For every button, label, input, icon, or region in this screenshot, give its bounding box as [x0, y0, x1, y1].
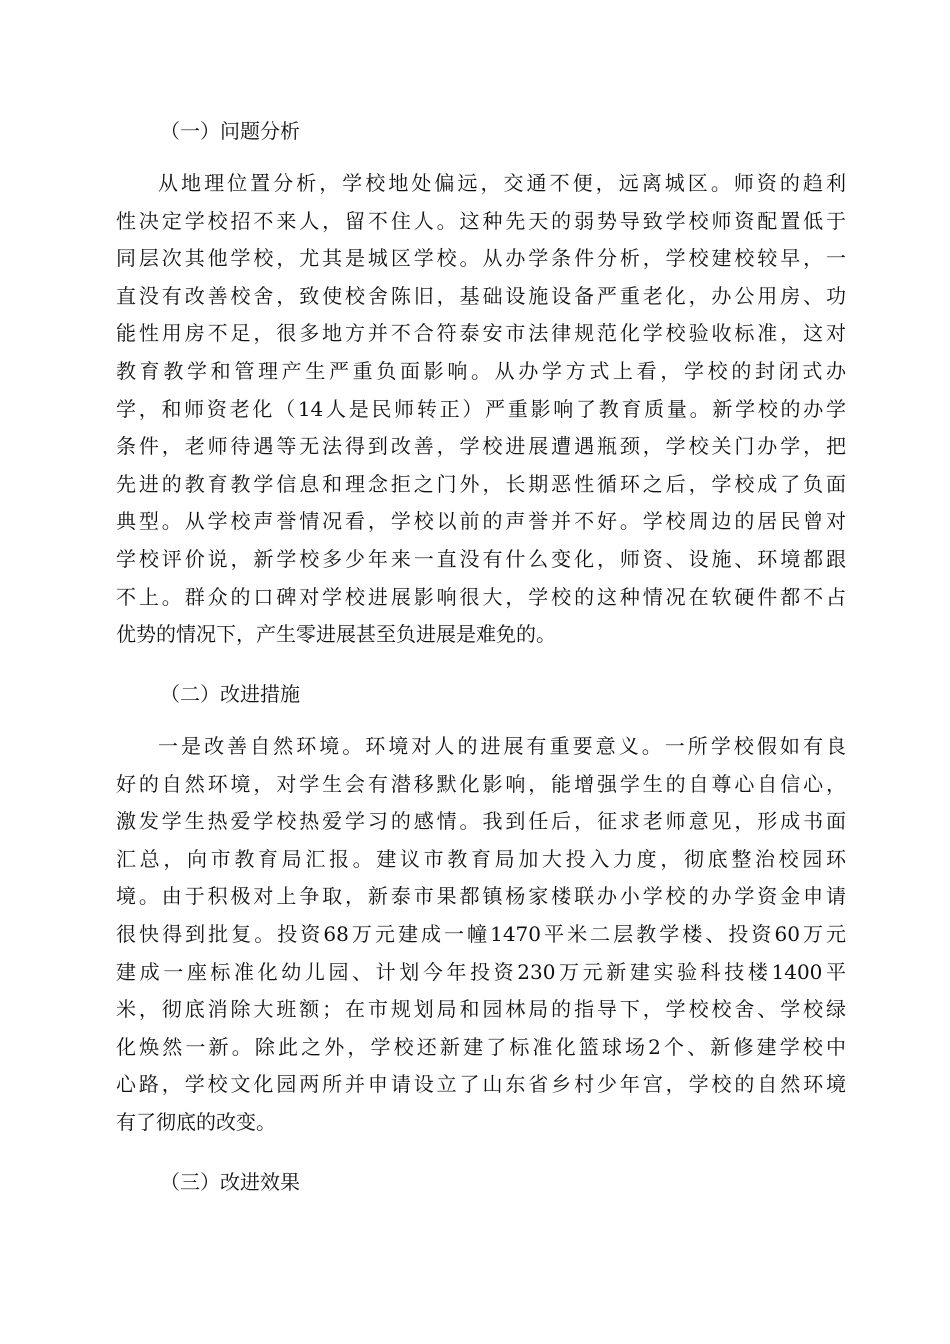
paragraph-line: 教育教学和管理产生严重负面影响。从办学方式上看，学校的封闭式办	[116, 358, 846, 383]
paragraph-line: 很快得到批复。投资68万元建成一幢1470平米二层教学楼、投资60万元	[116, 921, 846, 946]
paragraph-problem-analysis	[116, 165, 846, 654]
section-heading-improvement-results: （三）改进效果	[160, 1170, 300, 1194]
paragraph-line: 米，彻底消除大班额；在市规划局和园林局的指导下，学校校舍、学校绿	[116, 997, 846, 1022]
paragraph-line: 好的自然环境，对学生会有潜移默化影响，能增强学生的自尊心自信心，	[116, 771, 846, 796]
paragraph-line: 学校评价说，新学校多少年来一直没有什么变化，师资、设施、环境都跟	[116, 546, 846, 571]
paragraph-line: 激发学生热爱学校热爱学习的感情。我到任后，征求老师意见，形成书面	[116, 809, 846, 834]
paragraph-line: 直没有改善校舍，致使校舍陈旧，基础设施设备严重老化，办公用房、功	[116, 283, 846, 308]
paragraph-line: 优势的情况下，产生零进展甚至负进展是难免的。	[116, 622, 556, 647]
paragraph-line: 性决定学校招不来人，留不住人。这种先天的弱势导致学校师资配置低于	[116, 208, 846, 233]
paragraph-line: 先进的教育教学信息和理念拒之门外，长期恶性循环之后，学校成了负面	[116, 471, 846, 496]
paragraph-line: 典型。从学校声誉情况看，学校以前的声誉并不好。学校周边的居民曾对	[116, 509, 846, 534]
paragraph-line: 境。由于积极对上争取，新泰市果都镇杨家楼联办小学校的办学资金申请	[116, 884, 846, 909]
paragraph-line: 汇总，向市教育局汇报。建议市教育局加大投入力度，彻底整治校园环	[116, 846, 846, 871]
section-heading-improvement-measures: （二）改进措施	[160, 682, 300, 706]
paragraph-line: 一是改善自然环境。环境对人的进展有重要意义。一所学校假如有良	[158, 734, 846, 758]
paragraph-line: 学，和师资老化（14人是民师转正）严重影响了教育质量。新学校的办学	[116, 396, 846, 421]
paragraph-line: 有了彻底的改变。	[116, 1109, 276, 1134]
paragraph-line: 建成一座标准化幼儿园、计划今年投资230万元新建实验科技楼1400平	[116, 959, 846, 984]
paragraph-line: 心路，学校文化园两所并申请设立了山东省乡村少年宫，学校的自然环境	[116, 1072, 846, 1097]
paragraph-line: 从地理位置分析，学校地处偏远，交通不便，远离城区。师资的趋利	[158, 171, 846, 195]
paragraph-improvement-measures	[116, 728, 846, 1142]
paragraph-line: 条件，老师待遇等无法得到改善，学校进展遭遇瓶颈，学校关门办学，把	[116, 434, 846, 459]
section-heading-problem-analysis: （一）问题分析	[160, 119, 300, 143]
paragraph-line: 不上。群众的口碑对学校进展影响很大，学校的这种情况在软硬件都不占	[116, 584, 846, 609]
paragraph-line: 化焕然一新。除此之外，学校还新建了标准化篮球场2个、新修建学校中	[116, 1034, 846, 1059]
paragraph-line: 能性用房不足，很多地方并不合符泰安市法律规范化学校验收标准，这对	[116, 321, 846, 346]
paragraph-line: 同层次其他学校，尤其是城区学校。从办学条件分析，学校建校较早，一	[116, 246, 846, 271]
